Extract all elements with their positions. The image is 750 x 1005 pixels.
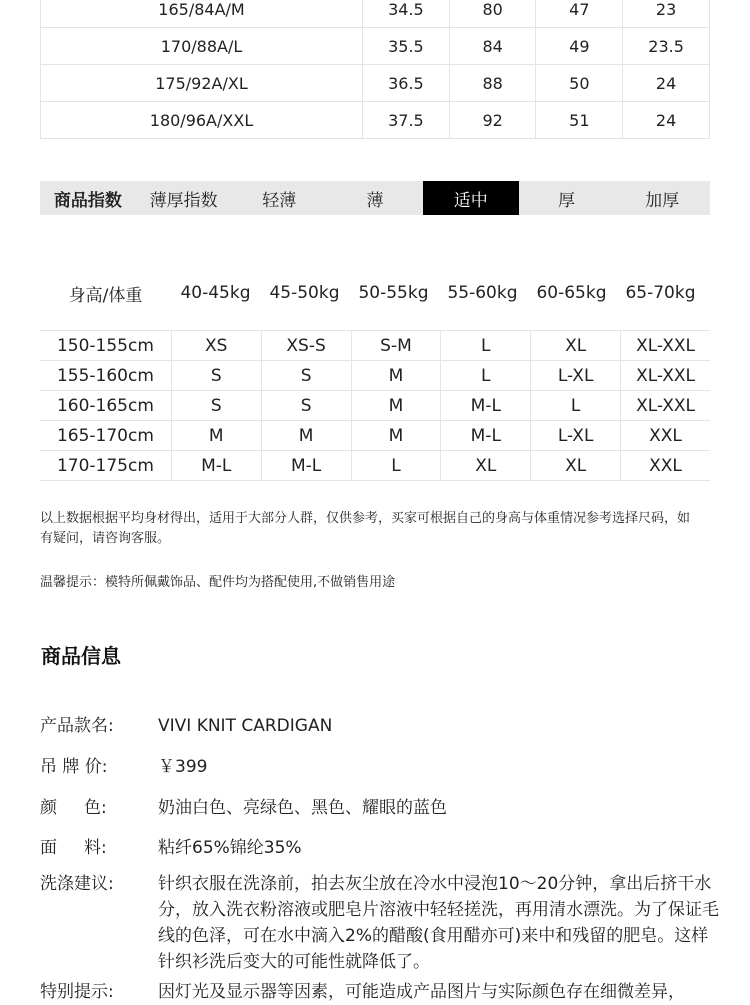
size-value-cell: 23.5 bbox=[623, 28, 710, 65]
info-value: ￥399 bbox=[158, 757, 208, 777]
recommended-size-cell: XXL bbox=[621, 421, 710, 451]
size-measurement-table bbox=[40, 0, 710, 139]
info-label: 特别提示: bbox=[40, 982, 114, 1002]
recommended-size-cell: M bbox=[171, 421, 261, 451]
size-value-cell: 35.5 bbox=[363, 28, 450, 65]
size-table-row bbox=[41, 65, 710, 102]
recommended-size-cell: M-L bbox=[171, 451, 261, 481]
thickness-option: 厚 bbox=[557, 190, 575, 211]
thickness-option: 薄 bbox=[366, 190, 384, 211]
thickness-index-label: 商品指数 bbox=[53, 190, 122, 211]
recommended-size-cell: L bbox=[441, 331, 531, 361]
weight-column-header: 50-55kg bbox=[358, 283, 429, 303]
height-weight-header bbox=[40, 274, 710, 312]
info-row-washing bbox=[40, 871, 720, 975]
size-value-cell: 36.5 bbox=[363, 65, 450, 102]
info-label: 吊 牌 价: bbox=[40, 757, 108, 777]
size-value-cell: 37.5 bbox=[363, 102, 450, 139]
height-row bbox=[40, 421, 710, 451]
recommended-size-cell: S bbox=[171, 391, 261, 421]
size-value-cell: 34.5 bbox=[363, 0, 450, 28]
height-range-cell: 165-170cm bbox=[40, 421, 171, 451]
height-range-cell: 150-155cm bbox=[40, 331, 171, 361]
info-label: 颜 色: bbox=[40, 798, 107, 818]
size-value-cell: 80 bbox=[449, 0, 536, 28]
info-row-colors bbox=[40, 795, 720, 821]
size-table-row bbox=[41, 28, 710, 65]
info-row-fabric bbox=[40, 835, 720, 861]
size-table-row bbox=[41, 0, 710, 28]
info-label: 洗涤建议: bbox=[40, 874, 114, 894]
size-value-cell: 49 bbox=[536, 28, 623, 65]
recommended-size-cell: M bbox=[261, 421, 351, 451]
recommended-size-cell: L bbox=[441, 361, 531, 391]
height-row bbox=[40, 451, 710, 481]
size-value-cell: 92 bbox=[449, 102, 536, 139]
recommended-size-cell: S bbox=[261, 361, 351, 391]
size-value-cell: 50 bbox=[536, 65, 623, 102]
recommended-size-cell: L bbox=[351, 451, 441, 481]
recommended-size-cell: XL bbox=[531, 331, 621, 361]
size-disclaimer: 以上数据根据平均身材得出，适用于大部分人群，仅供参考，买家可根据自己的身高与体重情况参考选择尺码，如有疑问，请咨询客服。 bbox=[40, 511, 691, 546]
thickness-option: 加厚 bbox=[645, 190, 680, 211]
recommended-size-cell: M-L bbox=[441, 421, 531, 451]
weight-column-header: 45-50kg bbox=[269, 283, 340, 303]
weight-column-header: 60-65kg bbox=[536, 283, 607, 303]
recommended-size-cell: M-L bbox=[261, 451, 351, 481]
size-value-cell: 88 bbox=[449, 65, 536, 102]
recommended-size-cell: M bbox=[351, 421, 441, 451]
product-info-title: 商品信息 bbox=[41, 644, 121, 668]
info-row-style-name bbox=[40, 713, 720, 739]
height-weight-corner-label: 身高/体重 bbox=[68, 285, 143, 306]
recommended-size-cell: XS-S bbox=[261, 331, 351, 361]
thickness-option-selected: 适中 bbox=[423, 181, 519, 215]
info-label: 面 料: bbox=[40, 838, 107, 858]
accessory-tip: 温馨提示：模特所佩戴饰品、配件均为搭配使用,不做销售用途 bbox=[40, 575, 396, 590]
recommended-size-cell: XXL bbox=[621, 451, 710, 481]
info-value: VIVI KNIT CARDIGAN bbox=[158, 716, 333, 736]
recommended-size-cell: S-M bbox=[351, 331, 441, 361]
info-value: 因灯光及显示器等因素，可能造成产品图片与实际颜色存在细微差异， bbox=[158, 982, 685, 1002]
recommended-size-cell: XL bbox=[441, 451, 531, 481]
size-value-cell: 47 bbox=[536, 0, 623, 28]
height-row bbox=[40, 361, 710, 391]
info-row-tag-price bbox=[40, 754, 720, 780]
info-value: 粘纤65%锦纶35% bbox=[158, 838, 302, 858]
weight-column-header: 40-45kg bbox=[180, 283, 251, 303]
height-weight-size-table bbox=[40, 330, 710, 481]
size-value-cell: 23 bbox=[623, 0, 710, 28]
info-label: 产品款名: bbox=[40, 716, 114, 736]
info-row-special-note bbox=[40, 979, 720, 1005]
recommended-size-cell: XL-XXL bbox=[621, 331, 710, 361]
recommended-size-cell: L bbox=[531, 391, 621, 421]
size-label-cell: 175/92A/XL bbox=[41, 65, 363, 102]
recommended-size-cell: XS bbox=[171, 331, 261, 361]
height-range-cell: 155-160cm bbox=[40, 361, 171, 391]
size-label-cell: 170/88A/L bbox=[41, 28, 363, 65]
size-value-cell: 24 bbox=[623, 65, 710, 102]
weight-column-header: 65-70kg bbox=[625, 283, 696, 303]
size-value-cell: 24 bbox=[623, 102, 710, 139]
info-value: 针织衣服在洗涤前，拍去灰尘放在冷水中浸泡10～20分钟，拿出后挤干水分，放入洗衣粉溶液或肥皂片溶液中轻轻搓洗，再用清水漂洗。为了保证毛线的色泽，可在水中滴入2%的醋酸(食用醋亦可)来中和残留的肥皂。这样针织衫洗后变大的可能性就降低了。 bbox=[158, 874, 719, 972]
size-label-cell: 165/84A/M bbox=[41, 0, 363, 28]
thickness-option: 轻薄 bbox=[262, 190, 297, 211]
size-table-row bbox=[41, 102, 710, 139]
size-value-cell: 51 bbox=[536, 102, 623, 139]
height-row bbox=[40, 391, 710, 421]
height-range-cell: 170-175cm bbox=[40, 451, 171, 481]
info-value: 奶油白色、亮绿色、黑色、耀眼的蓝色 bbox=[158, 798, 447, 818]
weight-column-header: 55-60kg bbox=[447, 283, 518, 303]
recommended-size-cell: XL-XXL bbox=[621, 361, 710, 391]
recommended-size-cell: S bbox=[261, 391, 351, 421]
recommended-size-cell: XL-XXL bbox=[621, 391, 710, 421]
size-value-cell: 84 bbox=[449, 28, 536, 65]
recommended-size-cell: M-L bbox=[441, 391, 531, 421]
thickness-index-bar bbox=[40, 181, 710, 215]
thickness-option: 薄厚指数 bbox=[149, 190, 218, 211]
recommended-size-cell: XL bbox=[531, 451, 621, 481]
size-label-cell: 180/96A/XXL bbox=[41, 102, 363, 139]
recommended-size-cell: M bbox=[351, 391, 441, 421]
recommended-size-cell: L-XL bbox=[531, 361, 621, 391]
recommended-size-cell: S bbox=[171, 361, 261, 391]
recommended-size-cell: L-XL bbox=[531, 421, 621, 451]
recommended-size-cell: M bbox=[351, 361, 441, 391]
height-range-cell: 160-165cm bbox=[40, 391, 171, 421]
height-row bbox=[40, 331, 710, 361]
